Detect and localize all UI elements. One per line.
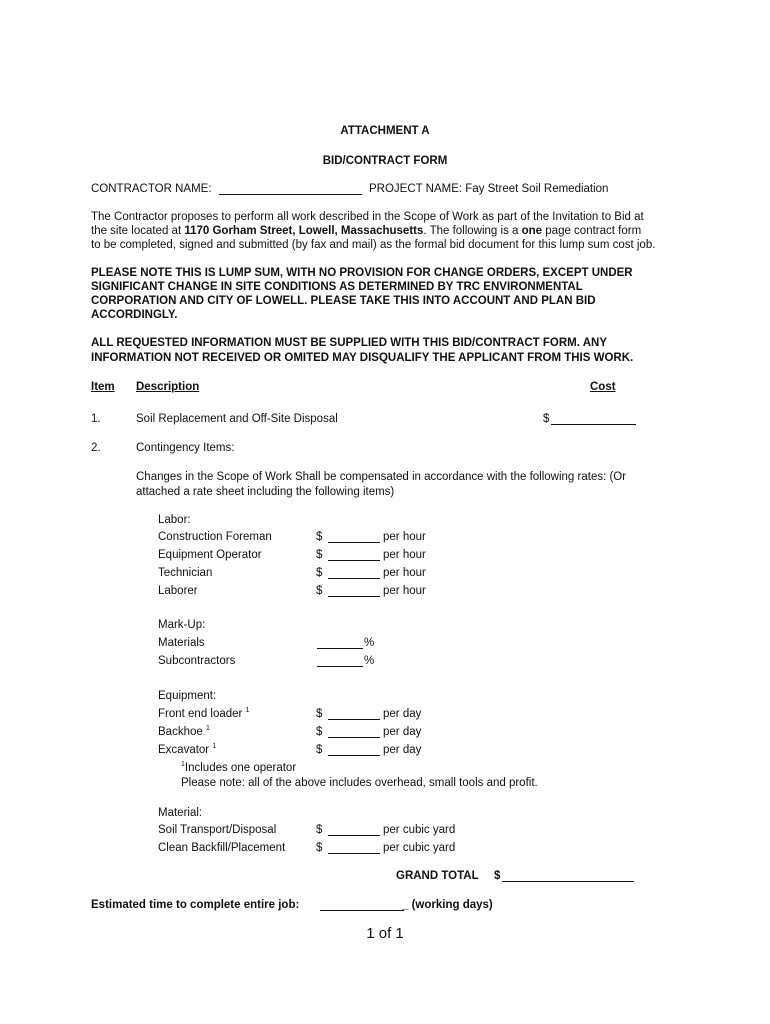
equipment-row-dollar: $ bbox=[316, 744, 323, 756]
equipment-row-name: Backhoe $^1$ bbox=[158, 725, 210, 738]
markup-row-name: Subcontractors bbox=[158, 655, 236, 667]
labor-row-unit: per hour bbox=[383, 585, 426, 597]
labor-row-unit: per hour bbox=[383, 567, 426, 579]
labor-row-name: Equipment Operator bbox=[158, 549, 262, 561]
labor-row-dollar: $ bbox=[316, 567, 323, 579]
material-rate-field[interactable] bbox=[328, 824, 380, 836]
labor-row-dollar: $ bbox=[316, 549, 323, 561]
markup-percent-field[interactable] bbox=[317, 637, 363, 649]
material-heading: Material: bbox=[158, 807, 203, 819]
intro-line-3: to be completed, signed and submitted (by fax and mail) as the formal bid document for this lump sum cost job. bbox=[91, 239, 656, 251]
material-row-dollar: $ bbox=[316, 824, 323, 836]
overhead-note: Please note: all of the above includes overhead, small tools and profit. bbox=[181, 777, 538, 789]
item1-cost-field[interactable] bbox=[551, 413, 636, 425]
labor-row-dollar: $ bbox=[316, 531, 323, 543]
working-days-label: _ (working days) bbox=[402, 899, 493, 911]
labor-heading: Labor: bbox=[158, 514, 191, 526]
grand-total-label: GRAND TOTAL bbox=[396, 870, 479, 882]
material-row-unit: per cubic yard bbox=[383, 824, 456, 836]
material-row-name: Soil Transport/Disposal bbox=[158, 824, 277, 836]
item1-dollar: $ bbox=[543, 413, 550, 425]
attachment-heading: ATTACHMENT A bbox=[340, 125, 430, 137]
equipment-rate-field[interactable] bbox=[328, 744, 380, 756]
notice2-line-1: ALL REQUESTED INFORMATION MUST BE SUPPLIED WITH THIS BID/CONTRACT FORM. ANY bbox=[91, 337, 608, 349]
markup-row-unit: % bbox=[364, 637, 375, 649]
labor-row-name: Construction Foreman bbox=[158, 531, 272, 543]
changes-line-2: attached a rate sheet including the following items) bbox=[136, 486, 395, 498]
item1-description: Soil Replacement and Off-Site Disposal bbox=[136, 413, 338, 425]
markup-heading: Mark-Up: bbox=[158, 619, 206, 631]
labor-row-unit: per hour bbox=[383, 531, 426, 543]
equipment-row-unit: per day bbox=[383, 708, 422, 720]
form-title: BID/CONTRACT FORM bbox=[322, 155, 448, 167]
equipment-row-unit: per day bbox=[383, 726, 422, 738]
labor-row-dollar: $ bbox=[316, 585, 323, 597]
labor-row-name: Laborer bbox=[158, 585, 198, 597]
material-row-unit: per cubic yard bbox=[383, 842, 456, 854]
item2-description: Contingency Items: bbox=[136, 442, 235, 454]
markup-percent-field[interactable] bbox=[317, 655, 363, 667]
page-number: 1 of 1 bbox=[366, 925, 404, 942]
grand-total-dollar: $ bbox=[494, 870, 501, 882]
notice1-line-3: CORPORATION AND CITY OF LOWELL. PLEASE TAKE THIS INTO ACCOUNT AND PLAN BID bbox=[91, 295, 596, 307]
equipment-row-name: Front end loader $^1$ bbox=[158, 707, 250, 720]
markup-row-unit: % bbox=[364, 655, 375, 667]
contractor-name-label: CONTRACTOR NAME: bbox=[91, 183, 212, 195]
equipment-row-name: Excavator $^1$ bbox=[158, 743, 217, 756]
labor-rate-field[interactable] bbox=[328, 567, 380, 579]
column-description-header: Description bbox=[136, 381, 200, 393]
intro-line-2: the site located at 1170 Gorham Street, Lowell, Massachusetts. The following is a one page contract form bbox=[91, 225, 642, 237]
estimated-time-label: Estimated time to complete entire job: bbox=[91, 899, 300, 911]
notice1-line-2: SIGNIFICANT CHANGE IN SITE CONDITIONS AS DETERMINED BY TRC ENVIRONMENTAL bbox=[91, 281, 583, 293]
column-item-header: Item bbox=[91, 381, 115, 393]
equipment-row-unit: per day bbox=[383, 744, 422, 756]
notice2-line-2: INFORMATION NOT RECEIVED OR OMITED MAY DISQUALIFY THE APPLICANT FROM THIS WORK. bbox=[91, 352, 634, 364]
equipment-row-dollar: $ bbox=[316, 726, 323, 738]
estimated-time-field[interactable] bbox=[320, 899, 404, 911]
labor-row-name: Technician bbox=[158, 567, 213, 579]
equipment-rate-field[interactable] bbox=[328, 726, 380, 738]
grand-total-field[interactable] bbox=[502, 870, 634, 882]
material-row-name: Clean Backfill/Placement bbox=[158, 842, 286, 854]
column-cost-header: Cost bbox=[590, 381, 616, 393]
equipment-heading: Equipment: bbox=[158, 690, 217, 702]
changes-line-1: Changes in the Scope of Work Shall be compensated in accordance with the following rates: (Or bbox=[136, 471, 627, 483]
labor-rate-field[interactable] bbox=[328, 531, 380, 543]
markup-row-name: Materials bbox=[158, 637, 205, 649]
notice1-line-4: ACCORDINGLY. bbox=[91, 309, 178, 321]
material-row-dollar: $ bbox=[316, 842, 323, 854]
equipment-row-dollar: $ bbox=[316, 708, 323, 720]
intro-line-1: The Contractor proposes to perform all work described in the Scope of Work as part of the Invitation to Bid at bbox=[91, 211, 644, 223]
equipment-rate-field[interactable] bbox=[328, 708, 380, 720]
contractor-name-field[interactable] bbox=[219, 183, 362, 195]
item1-number: 1. bbox=[91, 413, 101, 425]
labor-rate-field[interactable] bbox=[328, 585, 380, 597]
notice1-line-1: PLEASE NOTE THIS IS LUMP SUM, WITH NO PROVISION FOR CHANGE ORDERS, EXCEPT UNDER bbox=[91, 267, 633, 279]
item2-number: 2. bbox=[91, 442, 101, 454]
labor-rate-field[interactable] bbox=[328, 549, 380, 561]
project-name-label: PROJECT NAME: Fay Street Soil Remediation bbox=[369, 183, 609, 195]
labor-row-unit: per hour bbox=[383, 549, 426, 561]
material-rate-field[interactable] bbox=[328, 842, 380, 854]
equipment-footnote: $^1$Includes one operator bbox=[181, 761, 297, 774]
